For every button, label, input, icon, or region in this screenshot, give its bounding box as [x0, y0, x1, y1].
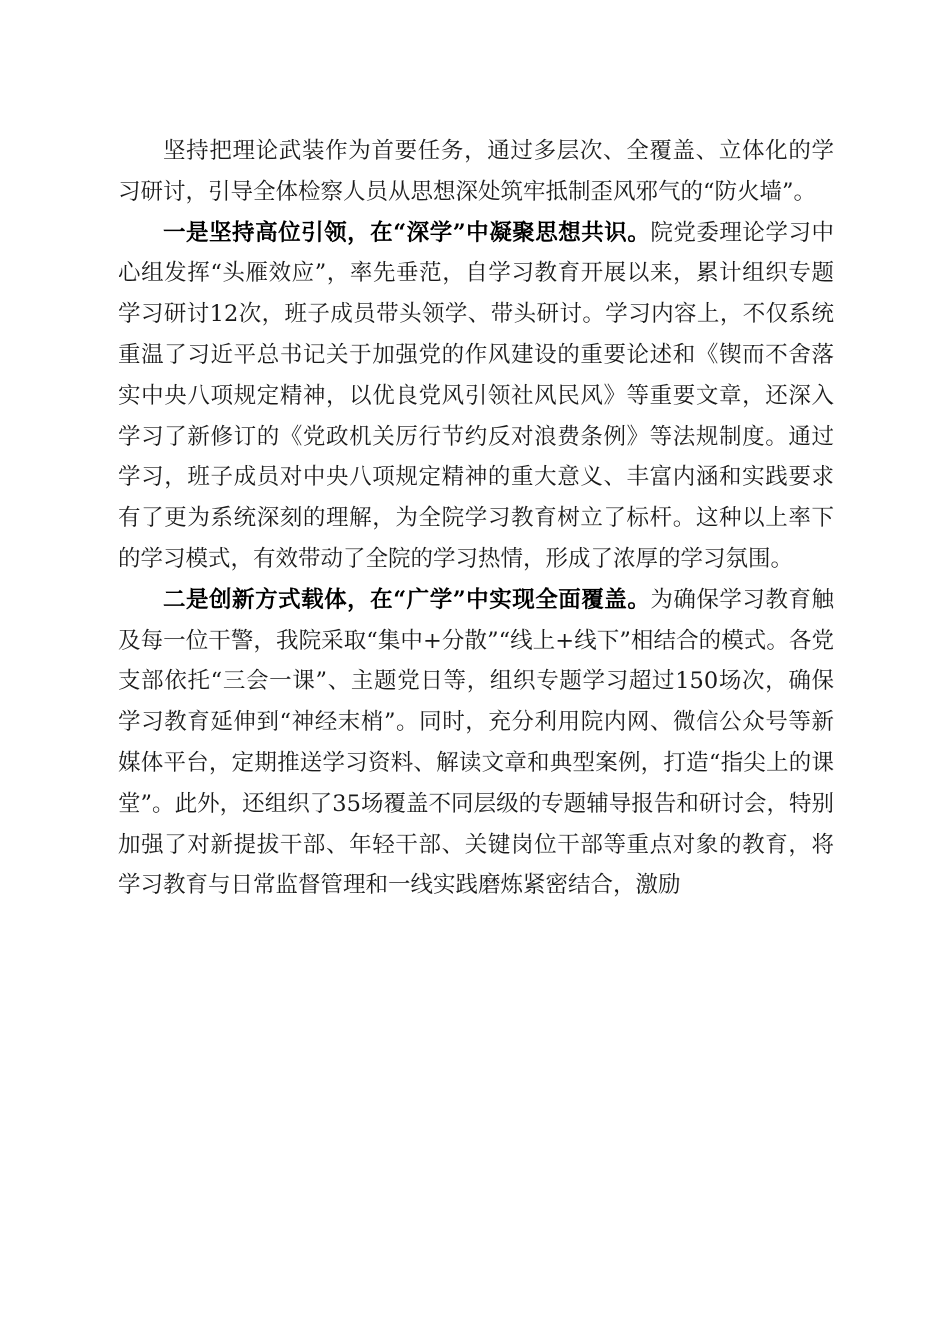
- document-body: [118, 131, 834, 906]
- paragraph-lead: 一是坚持高位引领，在“深学”中凝聚思想共识。: [163, 219, 651, 246]
- paragraph-high-level-leadership: [118, 213, 834, 580]
- paragraph-innovative-methods: [118, 580, 834, 906]
- paragraph-lead: 二是创新方式载体，在“广学”中实现全面覆盖。: [163, 586, 651, 613]
- paragraph-text: 坚持把理论武装作为首要任务，通过多层次、全覆盖、立体化的学习研讨，引导全体检察人员从思想深处筑牢抵制歪风邪气的“防火墙”。: [118, 138, 834, 205]
- paragraph-intro: [118, 131, 834, 213]
- paragraph-text: 为确保学习教育触及每一位干警，我院采取“集中+分散”“线上+线下”相结合的模式。各党支部依托“三会一课”、主题党日等，组织专题学习超过150场次，确保学习教育延伸到“神经末梢”。同时，充分利用院内网、微信公众号等新媒体平台，定期推送学习资料、解读文章和典型案例，打造“指尖上的课堂”。此外，还组织了35场覆盖不同层级的专题辅导报告和研讨会，特别加强了对新提拔干部、年轻干部、关键岗位干部等重点对象的教育，将学习教育与日常监督管理和一线实践磨炼紧密结合，激励: [118, 586, 834, 899]
- paragraph-text: 院党委理论学习中心组发挥“头雁效应”，率先垂范，自学习教育开展以来，累计组织专题学习研讨12次，班子成员带头领学、带头研讨。学习内容上，不仅系统重温了习近平总书记关于加强党的作风建设的重要论述和《锲而不舍落实中央八项规定精神，以优良党风引领社风民风》等重要文章，还深入学习了新修订的《党政机关厉行节约反对浪费条例》等法规制度。通过学习，班子成员对中央八项规定精神的重大意义、丰富内涵和实践要求有了更为系统深刻的理解，为全院学习教育树立了标杆。这种以上率下的学习模式，有效带动了全院的学习热情，形成了浓厚的学习氛围。: [118, 219, 834, 572]
